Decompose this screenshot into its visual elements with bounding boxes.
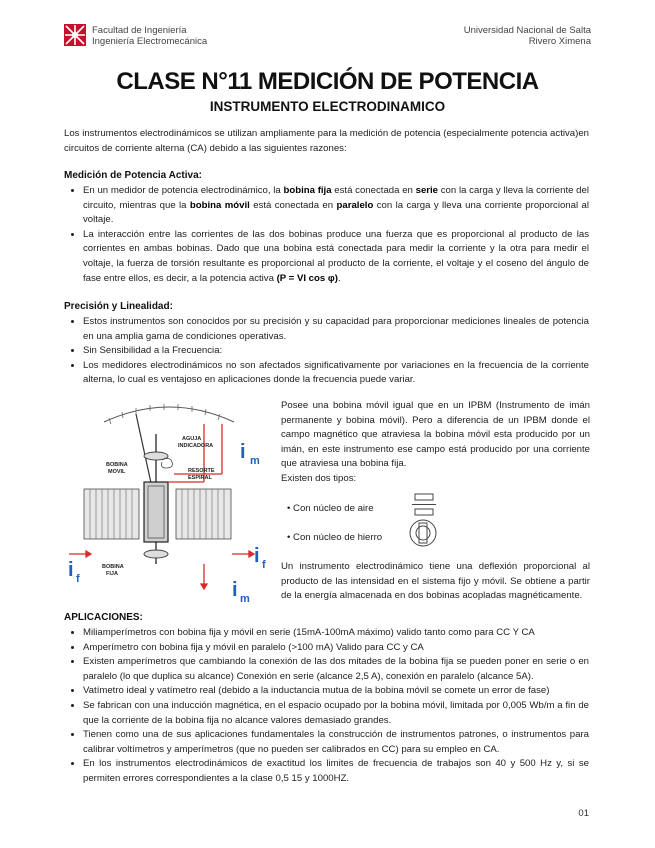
fixed-coil-label-2: FIJA bbox=[106, 571, 118, 577]
list-item: • En los instrumentos electrodinámicos de exactitud los limites de frecuencia de trabajos son 40 y 500 Hz y, si se permiten errores correspondientes a la clase 0,5 15 y 1000HZ. bbox=[83, 757, 589, 786]
list-item: • Estos instrumentos son conocidos por su precisión y su capacidad para proporcionar mediciones lineales de potencia en una amplia gama de condiciones operativas. bbox=[83, 315, 589, 344]
electrodynamic-instrument-diagram bbox=[64, 394, 272, 608]
im-symbol-bottom: i bbox=[232, 579, 238, 601]
faculty-block bbox=[92, 25, 207, 47]
author-name: Rivero Ximena bbox=[528, 36, 591, 47]
type-air-core: • Con núcleo de aire bbox=[287, 503, 374, 514]
faculty-name: Facultad de Ingeniería bbox=[92, 25, 187, 36]
applications-list bbox=[64, 626, 589, 787]
spring-label: RESORTE bbox=[188, 468, 215, 474]
air-core-icon bbox=[410, 492, 438, 518]
list-item: • Los medidores electrodinámicos no son afectados significativamente por variaciones en la frecuencia de la corriente alterna, lo cual es ventajoso en aplicaciones donde la frecuencia puede variar. bbox=[83, 359, 589, 388]
page-number: 01 bbox=[578, 808, 589, 819]
precision-heading: Precisión y Linealidad: bbox=[64, 301, 173, 312]
list-item: • Vatímetro ideal y vatímetro real (debido a la inductancia mutua de la bobina móvil se comete un error de fase) bbox=[83, 684, 589, 699]
list-item: • Miliamperímetros con bobina fija y móvil en serie (15mA-100mA máximo) valido tanto como para CC Y CA bbox=[83, 626, 589, 641]
list-item: • Existen amperímetros que cambiando la conexión de las dos mitades de la bobina fija se pueden poner en serie o en paralelo (lo que duplica su alcance) Conexión en serie (alcance 2,5 A), conexión en paralelo (alcance 5A). bbox=[83, 655, 589, 684]
right-paragraph-1: Posee una bobina móvil igual que en un IPBM (Instrumento de imán permanente y bobina móvil). Pero a diferencia de un IPBM donde el campo magnético que atraviesa la bobina móvil esta producido por un imán, en este instrumento ese campo está producido por una corriente que atraviesa una bobina fija. bbox=[281, 400, 590, 470]
if-subscript-right: f bbox=[262, 559, 266, 571]
if-symbol-left: i bbox=[68, 559, 74, 581]
moving-coil-label: BOBINA bbox=[106, 462, 128, 468]
precision-list bbox=[64, 315, 589, 388]
list-item: • En un medidor de potencia electrodinámico, la bobina fija está conectada en serie con la carga y lleva la corriente del circuito, mientras que la bobina móvil está conectada en paralelo con la carga y lleva una corriente proporcional al voltaje. bbox=[83, 184, 589, 228]
list-item: • Amperímetro con bobina fija y móvil en paralelo (>100 mA) Valido para CC y CA bbox=[83, 641, 589, 656]
if-subscript-left: f bbox=[76, 573, 80, 585]
im-symbol: i bbox=[240, 441, 246, 463]
iron-core-icon bbox=[408, 518, 438, 548]
intro-paragraph: Los instrumentos electrodinámicos se utilizan ampliamente para la medición de potencia (especialmente potencia activa)en circuitos de corriente alterna (CA) debido a las siguientes razones: bbox=[64, 128, 589, 154]
university-block bbox=[464, 25, 591, 47]
if-symbol-right: i bbox=[254, 545, 260, 567]
right-paragraph-2: Un instrumento electrodinámico tiene una deflexión proporcional al producto de las intensidad en el sistema fijo y móvil. Se obtiene a partir de la energía almacenada en dos bobinas acopladas magnéticamente. bbox=[281, 561, 590, 602]
active-power-heading: Medición de Potencia Activa: bbox=[64, 170, 202, 181]
list-item: • Tienen como una de sus aplicaciones fundamentales la construcción de instrumentos patrones, o instrumentos para calibrar voltímetros y amperímetros (que no pueden ser calibrados en CC) para su empleo en CA. bbox=[83, 728, 589, 757]
moving-coil-label-2: MOVIL bbox=[108, 469, 126, 475]
types-intro: Existen dos tipos: bbox=[281, 473, 357, 484]
page-subtitle: INSTRUMENTO ELECTRODINAMICO bbox=[209, 99, 446, 114]
page-title: CLASE N°11 MEDICIÓN DE POTENCIA bbox=[116, 68, 539, 95]
list-item: • Sin Sensibilidad a la Frecuencia: bbox=[83, 344, 589, 359]
fixed-coil-label: BOBINA bbox=[102, 564, 124, 570]
list-item: • Se fabrican con una inducción magnética, en el espacio ocupado por la bobina móvil, limitada por 0,005 Wb/m a fin de que la corriente de la bobina fija no alcance valores demasiado grandes. bbox=[83, 699, 589, 728]
im-subscript: m bbox=[250, 455, 260, 467]
university-logo bbox=[64, 24, 86, 46]
page-header bbox=[64, 24, 591, 48]
needle-label-2: INDICADORA bbox=[178, 443, 214, 449]
active-power-list bbox=[64, 184, 589, 286]
program-name: Ingeniería Electromecánica bbox=[92, 36, 208, 47]
needle-label: AGUJA bbox=[182, 436, 202, 442]
university-name: Universidad Nacional de Salta bbox=[463, 25, 591, 36]
list-item: • La interacción entre las corrientes de las dos bobinas produce una fuerza que es proporcional al producto de las corrientes en ambas bobinas. Dado que una bobina está conectada para medir la corriente y la otra para medir el voltaje, la fuerza de torsión resultante es proporcional al producto de la corriente, el voltaje y el coseno del ángulo de fase entre ellos, es decir, a la potencia activa (P = VI cos φ). bbox=[83, 228, 589, 286]
type-iron-core: • Con núcleo de hierro bbox=[287, 532, 383, 543]
applications-heading: APLICACIONES: bbox=[64, 612, 143, 623]
im-subscript-bottom: m bbox=[240, 593, 250, 605]
spring-label-2: ESPIRAL bbox=[188, 475, 212, 481]
